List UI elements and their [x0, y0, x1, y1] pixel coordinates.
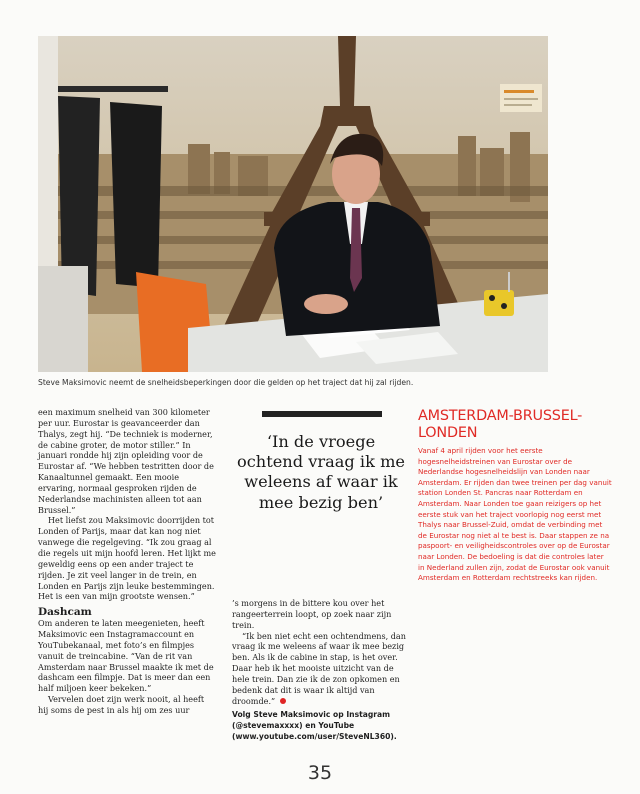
paragraph: Om anderen te laten meegenieten, heeft Maksimovic een Instagramaccount en YouTubekanaal, met foto’s en filmpjes vanuit de treincabine. “Van de rit van Amsterdam naar Brussel maakte ik met de dashcam een filmpje. Dat is meer dan een half miljoen keer bekeken.”	[38, 618, 214, 694]
article-column-1	[38, 407, 216, 716]
pull-quote-rule	[262, 411, 382, 417]
paragraph	[232, 631, 410, 707]
pull-quote: ‘In de vroege ochtend vraag ik me weleens af waar ik mee bezig ben’	[236, 432, 405, 512]
paragraph-text: “Ik ben niet echt een ochtendmens, dan vraag ik me weleens af waar ik mee bezig ben. Als ik de cabine in stap, is het over. Daar heb ik het mooiste uitzicht van de hele trein. Dan zie ik de zon opkomen en bedenk dat dit is waar ik altijd van droomde.”	[232, 630, 406, 706]
subheading: Dashcam	[38, 606, 92, 619]
sidebar-title: AMSTERDAM-BRUSSEL-LONDEN	[418, 408, 583, 441]
article-photo	[38, 36, 548, 372]
paragraph: een maximum snelheid van 300 kilometer per uur. Eurostar is geavanceerder dan Thalys, zegt hij. “De techniek is moderner, de cabine groter, de motor stiller.” In januari rondde hij zijn opleiding voor de Eurostar af. “We hebben testritten door de Kanaaltunnel gemaakt. Een mooie ervaring, normaal gesproken rijden de Nederlandse machinisten alleen tot aan Brussel.”	[38, 407, 214, 515]
paragraph: Het liefst zou Maksimovic doorrijden tot Londen of Parijs, maar dat kan nog niet vanwege die regelgeving. “Ik zou graag al die regels uit mijn hoofd leren. Het lijkt me geweldig eens op een ander traject te rijden. Je zit veel langer in de trein, en Londen en Parijs zijn leuke bestemmingen. Het is een van mijn grootste wensen.”	[38, 515, 216, 602]
social-credit: Volg Steve Maksimovic op Instagram (@stevemaxxxx) en YouTube (www.youtube.com/user/SteveNL360).	[232, 710, 397, 742]
photo-illustration	[38, 36, 548, 372]
photo-caption: Steve Maksimovic neemt de snelheidsbeperkingen door die gelden op het traject dat hij zal rijden.	[38, 378, 414, 387]
end-mark-icon	[280, 698, 286, 704]
paragraph: ’s morgens in de bittere kou over het rangeerterrein loopt, op zoek naar zijn trein.	[232, 598, 392, 630]
sidebar-body: Vanaf 4 april rijden voor het eerste hogesnelheidstreinen van Eurostar over de Nederlandse hogesnelheidslijn van Londen naar Amsterdam. Er rijden dan twee treinen per dag vanuit station Londen St. Pancras naar Rotterdam en Amsterdam. Naar Londen toe gaan reizigers op het eerste stuk van het traject voorlopig nog eerst met Thalys naar Brussel-Zuid, omdat de verbinding met de Eurostar nog niet al te best is. Daar stappen ze na paspoort- en veiligheidscontroles over op de Eurostar naar Londen. De bedoeling is dat die controles later in Nederland zullen zijn, zodat de Eurostar ook vanuit Amsterdam en Rotterdam rechtstreeks kan rijden.	[418, 446, 612, 583]
page-number: 35	[307, 762, 333, 784]
article-column-2	[232, 598, 410, 743]
paragraph: Vervelen doet zijn werk nooit, al heeft hij soms de pest in als hij om zes uur	[38, 694, 205, 715]
